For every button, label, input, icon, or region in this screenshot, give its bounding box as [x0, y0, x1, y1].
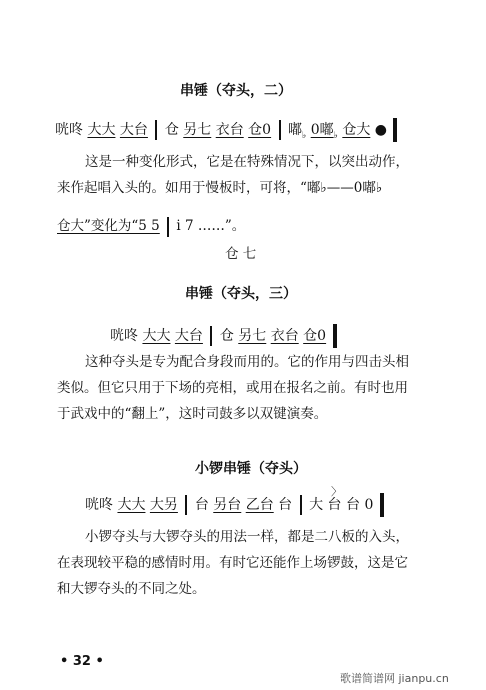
score-word: 台	[345, 497, 360, 513]
paragraph-line: 来作起唱入头的。如用于慢板时，可将，“嘟♭——0嘟♭	[57, 180, 383, 196]
section1-title: 串锤（夺头，二）	[180, 83, 292, 99]
page-number: • 32 •	[60, 654, 104, 669]
score-word: 仓大	[342, 122, 371, 138]
paragraph-line: 在表现较平稳的感情时用。有时它还能作上场锣鼓，这是它	[57, 555, 408, 571]
end-barline	[393, 118, 397, 142]
score-word: 另台	[213, 497, 242, 513]
section2-title: 串锤（夺头，三）	[185, 286, 297, 302]
section2-score	[110, 324, 337, 348]
score-word: 衣台	[270, 328, 299, 344]
notation-lyric: 仓 七	[225, 246, 257, 262]
score-word: 台	[327, 497, 342, 513]
barline	[167, 217, 169, 237]
barline	[210, 326, 212, 346]
score-word: 另七	[183, 122, 212, 138]
score-word: 大大	[142, 328, 171, 344]
score-word: 台	[278, 497, 293, 513]
accent-mark: 〉	[331, 485, 342, 498]
paragraph-line: 和大锣夺头的不同之处。	[57, 581, 206, 597]
score-word: 大另	[149, 497, 178, 513]
flat-mark: ♭	[333, 130, 338, 141]
score-word: 台	[194, 497, 209, 513]
section1-score	[55, 118, 397, 142]
paragraph-line-with-notation	[57, 214, 245, 238]
paragraph-line: 小锣夺头与大锣夺头的用法一样，都是二八板的入头，	[85, 529, 409, 545]
score-word: 咣咚	[110, 328, 138, 344]
score-word: 衣台	[215, 122, 244, 138]
score-word: 嘟	[288, 122, 302, 138]
end-barline	[333, 324, 337, 348]
score-word: 另七	[238, 328, 267, 344]
score-word: 0嘟	[310, 122, 334, 138]
end-barline	[380, 493, 384, 517]
notation-text: 仓大”变化为“5 5	[57, 218, 160, 234]
score-word: 大大	[117, 497, 146, 513]
score-word: 仓	[164, 122, 179, 138]
watermark: 歌谱简谱网 jianpu.cn	[340, 672, 449, 685]
paragraph-line: 这种夺头是专为配合身段而用的。它的作用与四击头相	[85, 354, 409, 370]
score-word: 大	[309, 497, 324, 513]
section3-title: 小锣串锤（夺头）	[195, 461, 307, 477]
score-word: 大台	[174, 328, 203, 344]
barline	[185, 495, 187, 515]
score-word: 咣咚	[85, 497, 113, 513]
score-word: 大台	[119, 122, 148, 138]
score-word: 乙台	[245, 497, 274, 513]
paragraph-line: 这是一种变化形式，它是在特殊情况下，以突出动作，	[85, 154, 409, 170]
notation-text: i 7 ……”。	[176, 218, 246, 234]
barline	[155, 120, 157, 140]
dot-mark: ●	[374, 122, 387, 138]
score-word: 0	[364, 497, 374, 513]
barline	[279, 120, 281, 140]
flat-mark: ♭	[302, 130, 307, 141]
barline	[300, 495, 302, 515]
score-word: 仓0	[248, 122, 272, 138]
paragraph-line: 于武戏中的“翻上”，这时司鼓多以双键演奏。	[57, 406, 328, 422]
score-word: 仓0	[303, 328, 327, 344]
score-word: 咣咚	[55, 122, 83, 138]
score-word: 大大	[87, 122, 116, 138]
paragraph-line: 类似。但它只用于下场的亮相，或用在报名之前。有时也用	[57, 380, 408, 396]
score-word: 仓	[219, 328, 234, 344]
